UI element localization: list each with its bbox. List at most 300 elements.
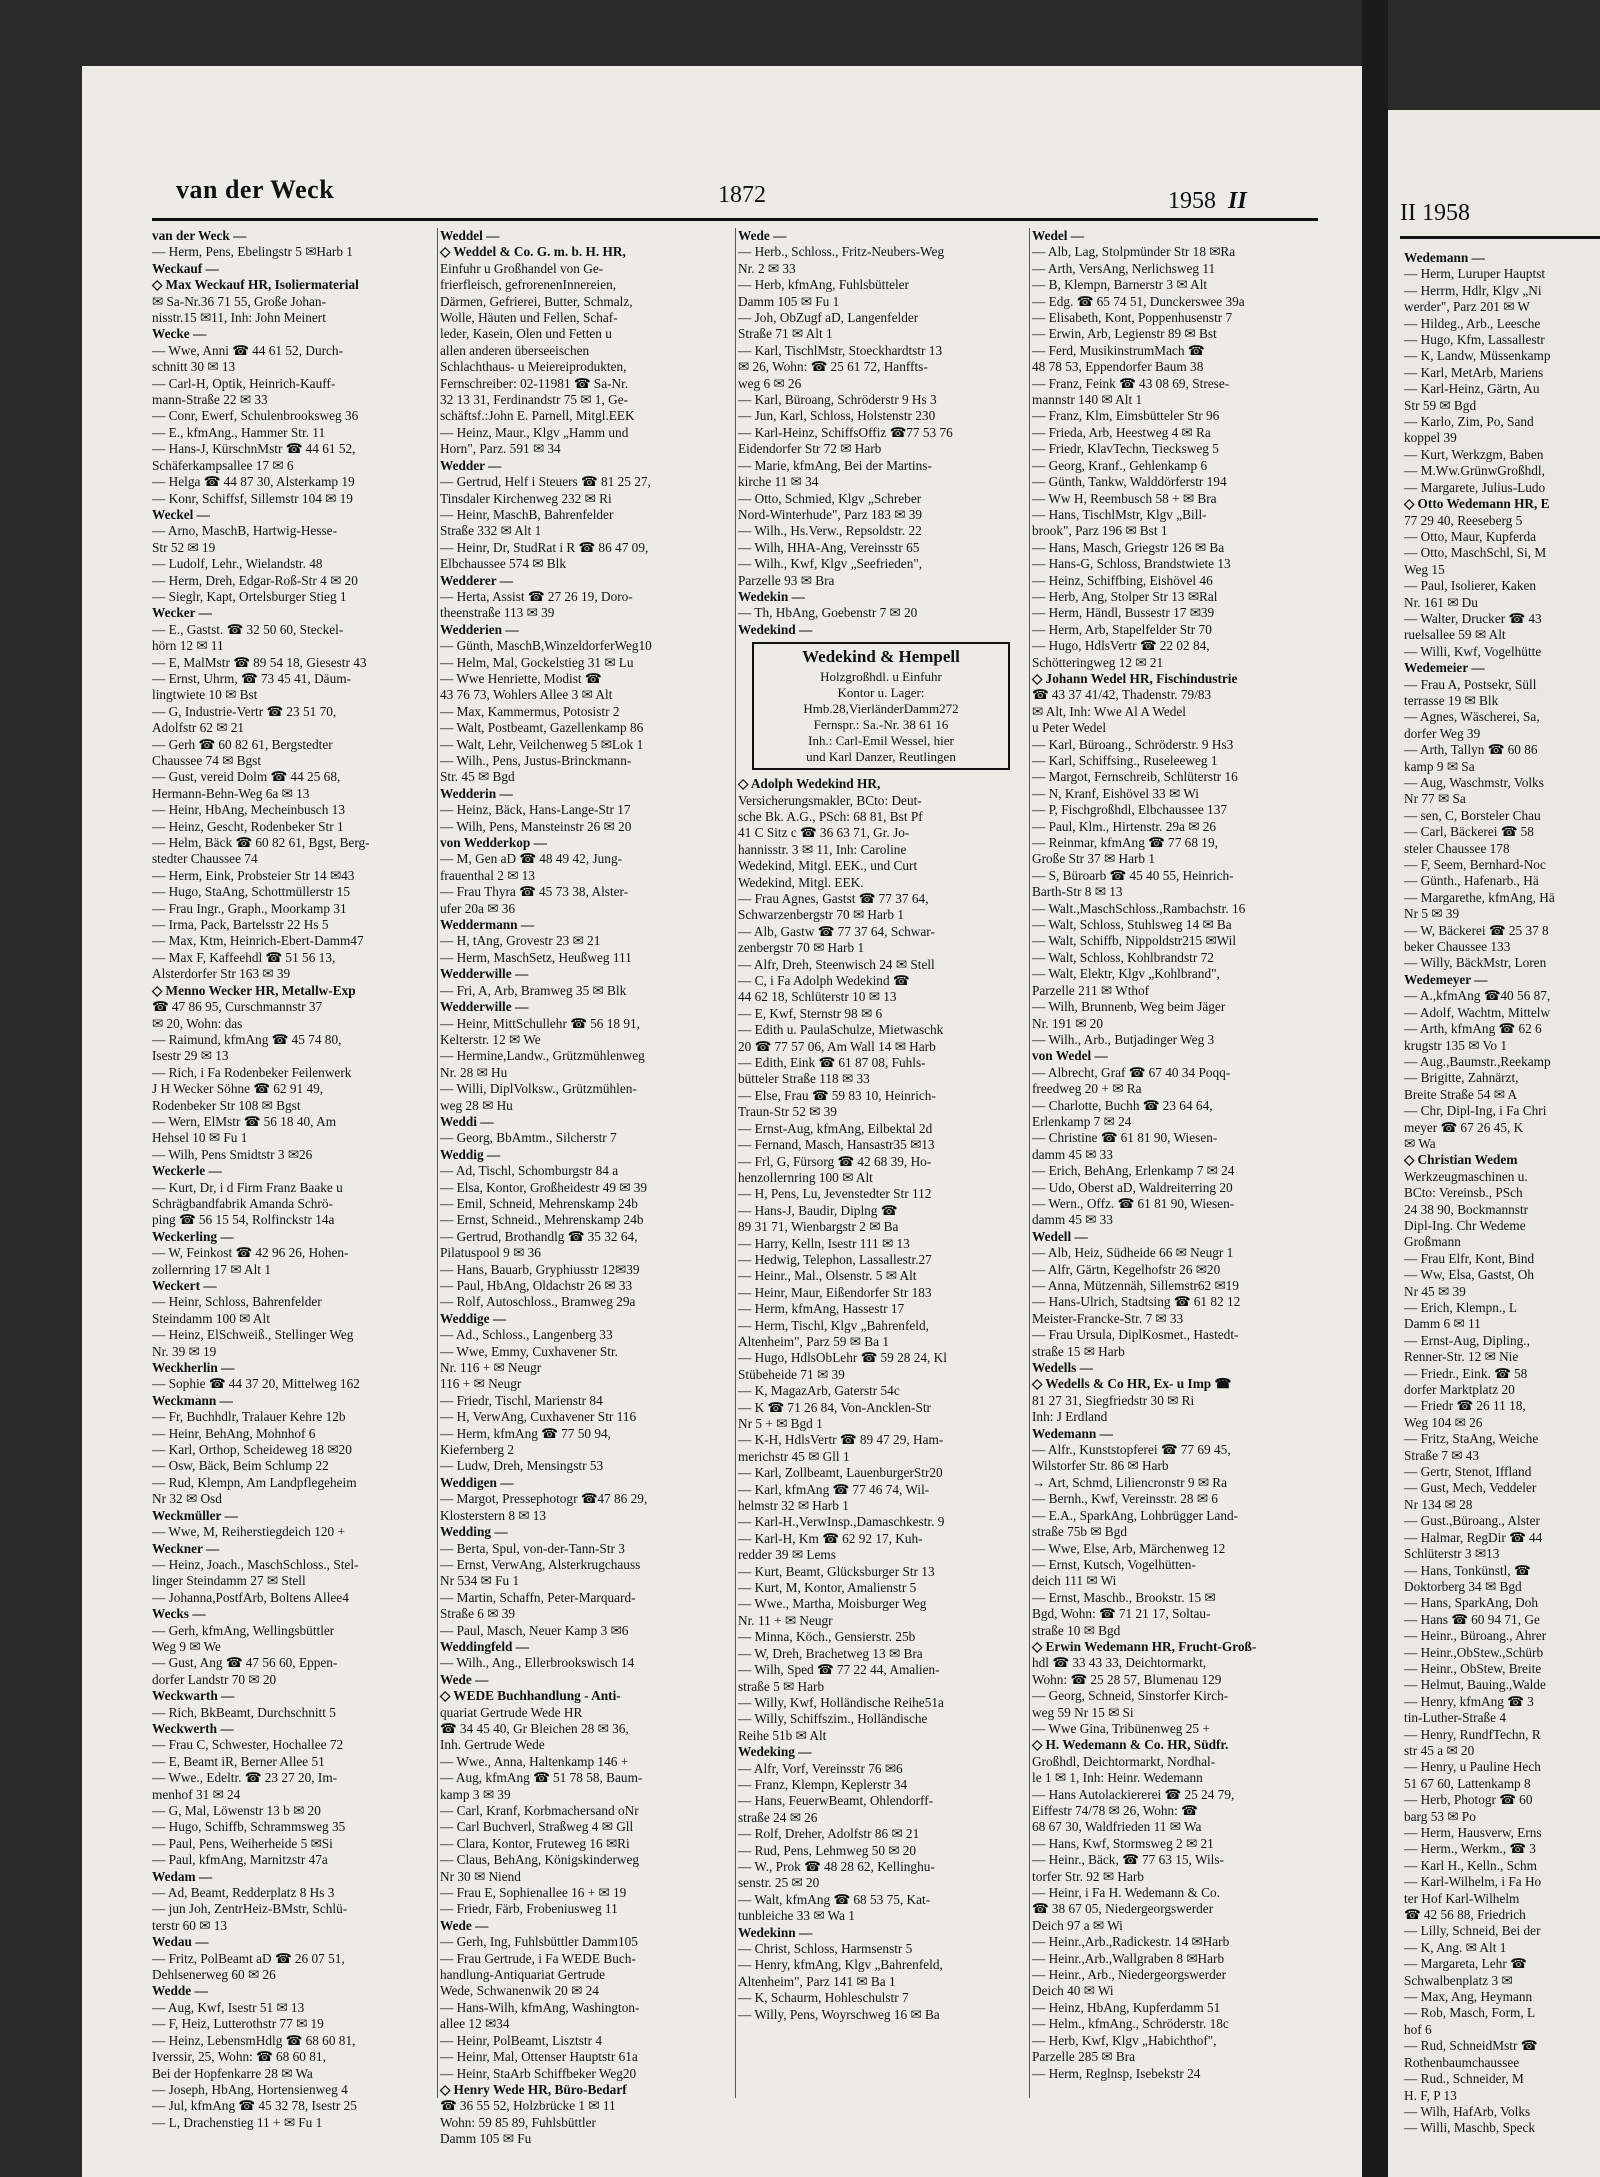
entry-continuation: straße 15 ✉ Harb <box>1032 1343 1125 1359</box>
directory-entry: — Hans Autolackiererei ☎ 25 24 79, <box>1032 1786 1235 1802</box>
entry-continuation: straße 10 ✉ Bgd <box>1032 1622 1121 1638</box>
directory-entry: — Charlotte, Buchh ☎ 23 64 64, <box>1032 1097 1213 1113</box>
directory-entry: — H, VerwAng, Cuxhavener Str 116 <box>440 1409 637 1425</box>
directory-entry: — Georg, BbAmtm., Silcherstr 7 <box>440 1130 617 1146</box>
entry-continuation: deich 111 ✉ Wi <box>1032 1573 1117 1589</box>
entry-continuation: Pilatuspool 9 ✉ 36 <box>440 1245 541 1261</box>
entry-continuation: 32 13 31, Ferdinandstr 75 ✉ 1, Ge- <box>440 392 629 408</box>
directory-entry: — Henry, kfmAng ☎ 3 <box>1404 1693 1534 1709</box>
advertisement-line: Kontor u. Lager: <box>837 685 925 701</box>
directory-entry: — Wilh., Arb., Butjadinger Weg 3 <box>1032 1031 1215 1047</box>
directory-entry: — Wilh, Sped ☎ 77 22 44, Amalien- <box>738 1662 940 1678</box>
directory-entry: — Alfr, Vorf, Vereinsstr 76 ✉6 <box>738 1760 903 1776</box>
directory-entry: — E, Kwf, Sternstr 98 ✉ 6 <box>738 1005 883 1021</box>
directory-entry: — Anna, Mützennäh, Sillemstr62 ✉19 <box>1032 1278 1239 1293</box>
directory-entry: — Karl-Wilhelm, i Fa Ho <box>1404 1874 1542 1890</box>
directory-entry: — Karl-Heinz, SchiffsOffiz ☎77 53 76 <box>738 424 953 440</box>
entry-continuation: Einfuhr u Großhandel von Ge- <box>440 260 604 276</box>
directory-entry: — Erwin, Arb, Legienstr 89 ✉ Bst <box>1032 326 1217 342</box>
entry-continuation: Altenheim", Parz 59 ✉ Ba 1 <box>738 1333 889 1349</box>
entry-continuation: Nr 45 ✉ 39 <box>1404 1283 1466 1299</box>
directory-entry: — Wilh, HHA-Ang, Vereinsstr 65 <box>738 539 920 555</box>
directory-entry: — Heinr, Mal, Ottenser Hauptstr 61a <box>440 2049 638 2065</box>
directory-entry: — Max, Kammermus, Potosistr 2 <box>440 703 620 719</box>
surname-heading: Wedekinn — <box>738 1924 813 1940</box>
directory-entry: — F, Seem, Bernhard-Noc <box>1404 857 1546 873</box>
running-head-left: van der Weck <box>176 175 335 204</box>
directory-entry: — Elsa, Kontor, Großheidestr 49 ✉ 39 <box>440 1179 648 1195</box>
directory-entry: — Carl, Kranf, Korbmachersand oNr <box>440 1803 639 1818</box>
surname-heading: Weddig — <box>440 1146 501 1162</box>
entry-continuation: ufer 20a ✉ 36 <box>440 900 516 916</box>
entry-continuation: dorfer Weg 39 <box>1404 725 1481 741</box>
entry-continuation: menhof 31 ✉ 24 <box>152 1786 241 1802</box>
entry-continuation: Reihe 51b ✉ Alt <box>738 1727 827 1743</box>
directory-entry: — Ludw, Dreh, Mensingstr 53 <box>440 1458 604 1474</box>
directory-entry: — A.,kfmAng ☎40 56 87, <box>1404 988 1551 1004</box>
surname-heading: Weddel — <box>440 228 500 243</box>
entry-continuation: Weg 9 ✉ We <box>152 1638 221 1654</box>
surname-heading: Wedeking — <box>738 1744 812 1760</box>
directory-entry: — Joseph, HbAng, Hortensienweg 4 <box>152 2081 348 2097</box>
entry-continuation: Schrägbandfabrik Amanda Schrö- <box>152 1195 333 1211</box>
surname-heading: Weckmann — <box>152 1392 233 1408</box>
entry-continuation: hof 6 <box>1404 2021 1432 2037</box>
directory-entry: — Paul, Isolierer, Kaken <box>1404 578 1537 594</box>
directory-entry: — Karl H., Kelln., Schm <box>1404 1857 1537 1873</box>
directory-entry: — Bernh., Kwf, Vereinsstr. 28 ✉ 6 <box>1032 1491 1218 1507</box>
directory-entry: — sen, C, Borsteler Chau <box>1404 807 1541 823</box>
directory-entry: — Friedr, Tischl, Marienstr 84 <box>440 1392 603 1408</box>
directory-entry: — Walt, Schloss, Kohlbrandstr 72 <box>1032 949 1214 965</box>
entry-continuation: bütteler Straße 118 ✉ 33 <box>738 1071 870 1087</box>
surname-heading: Wedemann — <box>1032 1425 1113 1441</box>
directory-entry: — Arno, MaschB, Hartwig-Hesse- <box>152 523 338 539</box>
entry-continuation: torfer Str. 92 ✉ Harb <box>1032 1868 1144 1884</box>
directory-entry: — L, Drachenstieg 11 + ✉ Fu 1 <box>152 2114 323 2130</box>
surname-heading: Weddermann — <box>440 917 535 933</box>
entry-continuation: Erlenkamp 7 ✉ 24 <box>1032 1113 1132 1129</box>
surname-heading: Wede — <box>738 228 787 243</box>
directory-entry: — Otto, Maur, Kupferda <box>1404 528 1537 544</box>
directory-entry: — Wwe, Anni ☎ 44 61 52, Durch- <box>152 342 343 358</box>
surname-heading: Wedde — <box>152 1983 208 1999</box>
advertisement-line: Inh.: Carl-Emil Wessel, hier <box>808 733 954 749</box>
entry-continuation: allee 12 ✉34 <box>440 2016 510 2032</box>
directory-entry: — Adolf, Wachtm, Mittelw <box>1404 1004 1551 1020</box>
entry-continuation: 116 + ✉ Neugr <box>440 1376 522 1392</box>
entry-continuation: Wedekind, Mitgl. EEK. <box>738 874 864 890</box>
entry-continuation: Nr. 161 ✉ Du <box>1404 594 1478 610</box>
directory-entry: — K, Schaurm, Hohleschulstr 7 <box>738 1990 909 2006</box>
directory-entry: — Heinr, BehAng, Mohnhof 6 <box>152 1425 316 1441</box>
directory-entry: — Konr, Schiffsf, Sillemstr 104 ✉ 19 <box>152 490 353 506</box>
entry-continuation: Horn", Parz. 591 ✉ 34 <box>440 441 561 457</box>
directory-entry: — Heinr.,ObStew.,Schürb <box>1404 1644 1544 1660</box>
directory-entry: — Franz, Klempn, Keplerstr 34 <box>738 1776 908 1792</box>
entry-continuation: leder, Kasein, Olen und Fetten u <box>440 326 612 342</box>
directory-entry: — Martin, Schaffn, Peter-Marquard- <box>440 1589 636 1605</box>
directory-entry: ◇ Johann Wedel HR, Fischindustrie <box>1032 670 1238 686</box>
directory-entry: — Heinz, LebensmHdlg ☎ 68 60 81, <box>152 2032 356 2048</box>
directory-entry: — Aug, Waschmstr, Volks <box>1404 775 1544 790</box>
directory-entry: — Heinr, MittSchullehr ☎ 56 18 91, <box>440 1015 640 1031</box>
entry-continuation: Isestr 29 ✉ 13 <box>152 1048 229 1064</box>
entry-continuation: schäftsf.:John E. Parnell, Mitgl.EEK <box>440 408 635 424</box>
directory-entry: — S, Büroarb ☎ 45 40 55, Heinrich- <box>1032 867 1234 883</box>
directory-entry: — Karlo, Zim, Po, Sand <box>1404 414 1534 430</box>
entry-continuation: ✉ 20, Wohn: das <box>152 1015 243 1031</box>
directory-entry: — Gust, vereid Dolm ☎ 44 25 68, <box>152 769 341 785</box>
entry-continuation: lingtwiete 10 ✉ Bst <box>152 687 258 703</box>
entry-continuation: Nr 134 ✉ 28 <box>1404 1496 1473 1512</box>
directory-entry: — Aug, kfmAng ☎ 51 78 58, Baum- <box>440 1770 643 1786</box>
entry-continuation: straße 5 ✉ Harb <box>738 1678 825 1694</box>
directory-entry: — Gertrud, Brothandlg ☎ 35 32 64, <box>440 1228 638 1244</box>
directory-entry: — M.Ww.GrünwGroßhdl, <box>1404 463 1545 479</box>
directory-entry: — Otto, Schmied, Klgv „Schreber <box>738 490 922 506</box>
directory-entry: — Margareta, Lehr ☎ <box>1404 1956 1527 1972</box>
entry-continuation: mannstr 140 ✉ Alt 1 <box>1032 392 1143 408</box>
directory-entry: — Wern., Offz. ☎ 61 81 90, Wiesen- <box>1032 1195 1235 1211</box>
entry-continuation: J H Wecker Söhne ☎ 62 91 49, <box>152 1081 324 1097</box>
entry-continuation: Renner-Str. 12 ✉ Nie <box>1404 1349 1519 1365</box>
entry-continuation: 81 27 31, Siegfriedstr 30 ✉ Ri <box>1032 1392 1195 1408</box>
directory-entry: — W, Bäckerei ☎ 25 37 8 <box>1404 922 1549 938</box>
column-divider <box>1029 228 1030 2098</box>
directory-entry: — Rob, Masch, Form, L <box>1404 2005 1536 2021</box>
directory-entry: — Hermine,Landw., Grützmühlenweg <box>440 1048 645 1064</box>
directory-entry: — Ad, Tischl, Schomburgstr 84 a <box>440 1163 619 1179</box>
directory-entry: ◇ Erwin Wedemann HR, Frucht-Groß- <box>1032 1638 1257 1654</box>
entry-continuation: Parzelle 211 ✉ Wthof <box>1032 982 1150 998</box>
entry-continuation: damm 45 ✉ 33 <box>1032 1212 1113 1228</box>
surname-heading: von Wedderkop — <box>440 835 547 851</box>
directory-entry: — Wwe, Emmy, Cuxhavener Str. <box>440 1343 619 1359</box>
entry-continuation: Parzelle 93 ✉ Bra <box>738 572 835 588</box>
directory-entry: — Max, Ang, Heymann <box>1404 1989 1533 2005</box>
directory-entry: ◇ Henry Wede HR, Büro-Bedarf <box>440 2081 627 2097</box>
directory-entry: — Th, HbAng, Goebenstr 7 ✉ 20 <box>738 605 918 621</box>
entry-continuation: 44 62 18, Schlüterstr 10 ✉ 13 <box>738 989 897 1005</box>
entry-continuation: krugstr 135 ✉ Vo 1 <box>1404 1037 1507 1053</box>
surname-heading: Weckel — <box>152 506 210 522</box>
directory-entry: — Wwe, Else, Arb, Märchenweg 12 <box>1032 1540 1226 1556</box>
directory-entry: — Margot, Fernschreib, Schlüterstr 16 <box>1032 769 1238 785</box>
directory-entry: — Alfr, Dreh, Steenwisch 24 ✉ Stell <box>738 956 935 972</box>
directory-entry: — jun Joh, ZentrHeiz-BMstr, Schlü- <box>152 1901 348 1917</box>
directory-entry: — Frieda, Arb, Heestweg 4 ✉ Ra <box>1032 424 1211 440</box>
surname-heading: Wede — <box>440 1671 489 1687</box>
directory-entry: — Christ, Schloss, Harmsenstr 5 <box>738 1941 913 1956</box>
entry-continuation: Versicherungsmakler, BCto: Deut- <box>738 792 922 808</box>
directory-entry: — Udo, Oberst aD, Waldreiterring 20 <box>1032 1179 1233 1195</box>
entry-continuation: Straße 7 ✉ 43 <box>1404 1447 1480 1463</box>
page-number: 1872 <box>718 182 766 208</box>
directory-entry: — Wwe., Martha, Moisburger Weg <box>738 1596 927 1612</box>
directory-entry: — K, Landw, Müssenkamp <box>1404 348 1551 364</box>
entry-continuation: Nr 77 ✉ Sa <box>1404 791 1466 807</box>
surname-heading: Wecker — <box>152 605 212 621</box>
entry-continuation: Str 59 ✉ Bgd <box>1404 397 1477 413</box>
entry-continuation: Deich 40 ✉ Wi <box>1032 1983 1114 1999</box>
directory-entry: — Ernst, Maschb., Brookstr. 15 ✉ <box>1032 1589 1216 1605</box>
entry-continuation: hörn 12 ✉ 11 <box>152 638 224 654</box>
directory-entry: — Georg, Kranf., Gehlenkamp 6 <box>1032 457 1208 473</box>
directory-entry: — Herta, Assist ☎ 27 26 19, Doro- <box>440 588 633 604</box>
directory-entry: — Alb, Gastw ☎ 77 37 64, Schwar- <box>738 923 935 939</box>
entry-continuation: kamp 3 ✉ 39 <box>440 1786 511 1802</box>
entry-continuation: BCto: Vereinsb., PSch <box>1404 1185 1523 1201</box>
entry-continuation: Rothenbaumchaussee <box>1404 2054 1520 2070</box>
directory-entry: — Herm, Dreh, Edgar-Roß-Str 4 ✉ 20 <box>152 572 358 588</box>
directory-entry: — E., Gastst. ☎ 32 50 60, Steckel- <box>152 621 344 637</box>
directory-entry: — Else, Frau ☎ 59 83 10, Heinrich- <box>738 1087 936 1103</box>
directory-entry: — Heinr, MaschB, Bahrenfelder <box>440 506 614 522</box>
directory-entry: — Herm, Tischl, Klgv „Bahrenfeld, <box>738 1317 929 1333</box>
advertisement-line: und Karl Danzer, Reutlingen <box>806 749 956 765</box>
directory-entry: — Ad, Beamt, Redderplatz 8 Hs 3 <box>152 1885 335 1901</box>
directory-entry: — Hildeg., Arb., Leesche <box>1404 315 1541 331</box>
entry-continuation: Wohn: ☎ 25 28 57, Blumenau 129 <box>1032 1671 1222 1687</box>
entry-continuation: tin-Luther-Straße 4 <box>1404 1710 1507 1726</box>
entry-continuation: ☎ 34 45 40, Gr Bleichen 28 ✉ 36, <box>440 1720 629 1736</box>
entry-continuation: Stübeheide 71 ✉ 39 <box>738 1366 845 1382</box>
directory-entry: — Herm, kfmAng ☎ 77 50 94, <box>440 1425 611 1441</box>
entry-continuation: henzollernring 100 ✉ Alt <box>738 1169 873 1185</box>
directory-entry: — Frau Ingr., Graph., Moorkamp 31 <box>152 900 347 916</box>
directory-entry: — Herb, Ang, Stolper Str 13 ✉Ral <box>1032 588 1218 604</box>
entry-continuation: 43 76 73, Wohlers Allee 3 ✉ Alt <box>440 687 613 703</box>
entry-continuation: Großmann <box>1404 1234 1461 1250</box>
entry-continuation: ☎ 43 37 41/42, Thadenstr. 79/83 <box>1032 687 1212 703</box>
directory-entry: — Minna, Köch., Gensierstr. 25b <box>738 1629 916 1645</box>
directory-column-right-page <box>1404 250 1600 2136</box>
entry-continuation: Nr 32 ✉ Osd <box>152 1491 222 1507</box>
entry-continuation: 77 29 40, Reeseberg 5 <box>1404 512 1523 528</box>
directory-entry: — Kurt, Werkzgm, Baben <box>1404 446 1544 462</box>
directory-entry: — Alb, Lag, Stolpmünder Str 18 ✉Ra <box>1032 244 1236 260</box>
directory-entry: — F, Heiz, Lutterothstr 77 ✉ 19 <box>152 2016 324 2032</box>
entry-continuation: Schwarzenbergstr 70 ✉ Harb 1 <box>738 907 904 923</box>
directory-entry: — Hans, TischlMstr, Klgv „Bill- <box>1032 506 1207 522</box>
entry-continuation: meyer ☎ 67 26 45, K <box>1404 1119 1524 1135</box>
entry-continuation: dorfer Landstr 70 ✉ 20 <box>152 1671 277 1687</box>
directory-entry: — Ernst, VerwAng, Alsterkrugchauss <box>440 1556 641 1572</box>
directory-entry: — Hugo, StaAng, Schottmüllerstr 15 <box>152 884 350 900</box>
entry-continuation: quariat Gertrude Wede HR <box>440 1704 583 1720</box>
entry-continuation: allen anderen überseeischen <box>440 342 590 358</box>
directory-entry: — Herrm, Hdlr, Klgv „Ni <box>1404 282 1542 298</box>
directory-entry: — Hugo, Kfm, Lassallestr <box>1404 332 1545 348</box>
directory-entry: — Karl-Heinz, Gärtn, Au <box>1404 381 1540 397</box>
entry-continuation: Wedekind, Mitgl. EEK., und Curt <box>738 858 918 874</box>
entry-continuation: Klosterstern 8 ✉ 13 <box>440 1507 547 1523</box>
directory-entry: — Heinr, HbAng, Mecheinbusch 13 <box>152 802 345 818</box>
surname-heading: Wedemann — <box>1404 250 1485 265</box>
directory-entry: — Alb, Heiz, Südheide 66 ✉ Neugr 1 <box>1032 1245 1234 1261</box>
directory-entry: — Osw, Bäck, Beim Schlump 22 <box>152 1458 329 1474</box>
entry-continuation: Schlachthaus- u Meiereiprodukten, <box>440 359 627 375</box>
entry-continuation: Eidendorfer Str 72 ✉ Harb <box>738 441 882 457</box>
directory-entry: — Walt, Lehr, Veilchenweg 5 ✉Lok 1 <box>440 736 644 752</box>
entry-continuation: le 1 ✉ 1, Inh: Heinr. Wedemann <box>1032 1770 1203 1786</box>
surname-heading: Wedekind — <box>738 621 813 637</box>
entry-continuation: ping ☎ 56 15 54, Rolfinckstr 14a <box>152 1212 335 1228</box>
directory-entry: — Paul, HbAng, Oldachstr 26 ✉ 33 <box>440 1278 633 1293</box>
directory-entry: — Gust.,Büroang., Alster <box>1404 1513 1540 1529</box>
directory-entry: — Hans, Tonkünstl, ☎ <box>1404 1562 1531 1578</box>
directory-entry: — Erich, BehAng, Erlenkamp 7 ✉ 24 <box>1032 1163 1235 1179</box>
surname-heading: Wedderwille — <box>440 966 529 982</box>
directory-entry: — Frau A, Postsekr, Süll <box>1404 676 1537 692</box>
directory-entry: — G, Mal, Löwenstr 13 b ✉ 20 <box>152 1803 321 1818</box>
directory-entry: — Jul, kfmAng ☎ 45 32 78, Isestr 25 <box>152 2098 357 2114</box>
directory-entry: — Karl, Schiffsing., Ruseleeweg 1 <box>1032 753 1218 768</box>
directory-entry: — Ernst-Aug, Dipling., <box>1404 1332 1530 1348</box>
directory-entry: — M, Gen aD ☎ 48 49 42, Jung- <box>440 851 623 867</box>
directory-entry: — E., kfmAng., Hammer Str. 11 <box>152 424 326 440</box>
entry-continuation: weg 59 Nr 15 ✉ Si <box>1032 1704 1134 1720</box>
directory-entry: — Hans, FeuerwBeamt, Ohlendorff- <box>738 1793 934 1809</box>
surname-heading: Weckwarth — <box>152 1688 235 1704</box>
running-head-year: 1958 II <box>1168 188 1247 214</box>
entry-continuation: ☎ 36 55 52, Holzbrücke 1 ✉ 11 <box>440 2098 616 2114</box>
directory-entry: — Rud, Pens, Lehmweg 50 ✉ 20 <box>738 1842 917 1858</box>
entry-continuation: Altenheim", Parz 141 ✉ Ba 1 <box>738 1973 896 1989</box>
entry-continuation: Doktorberg 34 ✉ Bgd <box>1404 1578 1522 1594</box>
directory-entry: — Willy, Schiffszim., Holländische <box>738 1711 928 1727</box>
entry-continuation: Hehsel 10 ✉ Fu 1 <box>152 1130 248 1146</box>
surname-heading: Wedemeier — <box>1404 660 1485 676</box>
directory-entry: — Hans, Masch, Griegstr 126 ✉ Ba <box>1032 539 1225 555</box>
entry-continuation: Traun-Str 52 ✉ 39 <box>738 1104 837 1120</box>
directory-entry: — Herm, kfmAng, Hassestr 17 <box>738 1301 905 1317</box>
surname-heading: Weckmüller — <box>152 1507 238 1523</box>
entry-continuation: Str. 45 ✉ Bgd <box>440 769 515 785</box>
directory-entry: — Ernst, Schneid., Mehrenskamp 24b <box>440 1212 644 1228</box>
directory-entry: — Carl-H, Optik, Heinrich-Kauff- <box>152 375 336 391</box>
directory-entry: ◇ Adolph Wedekind HR, <box>738 776 881 792</box>
entry-continuation: Nr 30 ✉ Niend <box>440 1868 521 1884</box>
directory-entry: — G, Industrie-Vertr ☎ 23 51 70, <box>152 703 337 719</box>
entry-continuation: Straße 332 ✉ Alt 1 <box>440 523 542 539</box>
surname-heading: Weckert — <box>152 1278 217 1293</box>
directory-entry: — Walt, Elektr, Klgv „Kohlbrand", <box>1032 966 1220 982</box>
directory-entry: — Helm, Bäck ☎ 60 82 61, Bgst, Berg- <box>152 835 370 851</box>
directory-entry: — W, Dreh, Brachetweg 13 ✉ Bra <box>738 1645 923 1661</box>
directory-entry: → Art, Schmd, Liliencronstr 9 ✉ Ra <box>1032 1474 1228 1490</box>
directory-entry: — Walter, Drucker ☎ 43 <box>1404 610 1542 626</box>
entry-continuation: handlung-Antiquariat Gertrude <box>440 1967 606 1983</box>
directory-entry: — Wilh., Kwf, Klgv „Seefrieden", <box>738 556 923 572</box>
directory-entry: — Arth, Tallyn ☎ 60 86 <box>1404 742 1538 758</box>
directory-entry: — Wwe., Edeltr. ☎ 23 27 20, Im- <box>152 1770 338 1786</box>
directory-entry: — Rolf, Dreher, Adolfstr 86 ✉ 21 <box>738 1826 920 1842</box>
entry-continuation: zenbergstr 70 ✉ Harb 1 <box>738 940 865 956</box>
directory-entry: — Carl Buchverl, Straßweg 4 ✉ Gll <box>440 1819 634 1835</box>
directory-entry: — Margot, Pressephotogr ☎47 86 29, <box>440 1491 648 1507</box>
directory-entry: — Heinr.,Arb.,Wallgraben 8 ✉Harb <box>1032 1950 1225 1966</box>
entry-continuation: Hermann-Behn-Weg 6a ✉ 13 <box>152 785 310 801</box>
entry-continuation: str 45 a ✉ 20 <box>1404 1742 1475 1758</box>
directory-entry: — Herb, kfmAng, Fuhlsbütteler <box>738 277 909 293</box>
entry-continuation: Nr 534 ✉ Fu 1 <box>440 1573 520 1589</box>
directory-entry: — Willy, Kwf, Holländische Reihe51a <box>738 1694 944 1710</box>
directory-entry: — Albrecht, Graf ☎ 67 40 34 Poqq- <box>1032 1064 1231 1080</box>
directory-entry: — Harry, Kelln, Isestr 111 ✉ 13 <box>738 1235 910 1251</box>
entry-continuation: steler Chaussee 178 <box>1404 840 1510 856</box>
directory-entry: — Herm, Arb, Stapelfelder Str 70 <box>1032 621 1212 637</box>
directory-entry: — Heinr, Maur, Eißendorfer Str 183 <box>738 1284 932 1300</box>
entry-continuation: Steindamm 100 ✉ Alt <box>152 1310 270 1326</box>
entry-continuation: sche Bk. A.G., PSch: 68 81, Bst Pf <box>738 808 923 824</box>
directory-entry: — Hedwig, Telephon, Lassallestr.27 <box>738 1251 932 1267</box>
entry-continuation: Straße 71 ✉ Alt 1 <box>738 326 833 342</box>
entry-continuation: ☎ 38 67 05, Niedergeorgswerder <box>1032 1901 1214 1917</box>
directory-entry: — Wwe Gina, Tribünenweg 25 + <box>1032 1720 1210 1736</box>
entry-continuation: frierfleisch, gefrorenenInnereien, <box>440 277 617 293</box>
directory-entry: — Friedr., Eink. ☎ 58 <box>1404 1365 1528 1381</box>
surname-heading: Weckauf — <box>152 260 219 276</box>
entry-continuation: Elbchaussee 574 ✉ Blk <box>440 556 566 572</box>
entry-continuation: Großhdl, Deichtormarkt, Nordhal- <box>1032 1753 1216 1769</box>
entry-continuation: Fernschreiber: 02-11981 ☎ Sa-Nr. <box>440 375 629 391</box>
directory-entry: ◇ Weddel & Co. G. m. b. H. HR, <box>440 244 626 260</box>
entry-continuation: Barth-Str 8 ✉ 13 <box>1032 884 1123 900</box>
directory-entry: — Herb., Schloss., Fritz-Neubers-Weg <box>738 244 945 260</box>
directory-entry: — Rich, BkBeamt, Durchschnitt 5 <box>152 1704 336 1720</box>
directory-entry: — Günth., Hafenarb., Hä <box>1404 873 1539 889</box>
directory-entry: — Heinr., ObStew, Breite <box>1404 1660 1542 1676</box>
entry-continuation: dorfer Marktplatz 20 <box>1404 1382 1515 1398</box>
directory-entry: — Brigitte, Zahnärzt, <box>1404 1070 1519 1086</box>
directory-entry: — Berta, Spul, von-der-Tann-Str 3 <box>440 1540 625 1556</box>
directory-entry: — Gertr, Stenot, Iffland <box>1404 1464 1532 1480</box>
directory-entry: — Gerh, Ing, Fuhlsbüttler Damm105 <box>440 1934 638 1950</box>
entry-continuation: Nr. 116 + ✉ Neugr <box>440 1360 542 1376</box>
directory-entry: — Friedr ☎ 26 11 18, <box>1404 1398 1526 1414</box>
directory-entry: — Friedr, Färb, Frobeniusweg 11 <box>440 1901 618 1917</box>
advertisement-box <box>752 642 1010 770</box>
entry-continuation: ☎ 42 56 88, Friedrich <box>1404 1907 1526 1923</box>
surname-heading: Wedding — <box>440 1524 508 1540</box>
entry-continuation: weg 6 ✉ 26 <box>738 375 802 391</box>
entry-continuation: beker Chaussee 133 <box>1404 939 1511 955</box>
directory-entry: — Franz, Feink ☎ 43 08 69, Strese- <box>1032 375 1230 391</box>
entry-continuation: redder 39 ✉ Lems <box>738 1547 836 1563</box>
directory-entry: — Hans-Ulrich, Stadtsing ☎ 61 82 12 <box>1032 1294 1241 1310</box>
directory-entry: — Günth, Tankw, Walddörferstr 194 <box>1032 474 1227 490</box>
entry-continuation: Kiefernberg 2 <box>440 1442 514 1458</box>
directory-entry: — Herm., Werkm., ☎ 3 <box>1404 1841 1536 1857</box>
entry-continuation: Große Str 37 ✉ Harb 1 <box>1032 851 1156 867</box>
directory-entry: — Hans, SparkAng, Doh <box>1404 1595 1539 1611</box>
entry-continuation: Adolfstr 62 ✉ 21 <box>152 720 245 736</box>
entry-continuation: Nr 5 + ✉ Bgd 1 <box>738 1416 823 1431</box>
directory-entry: — Heinr.,Arb.,Radickestr. 14 ✉Harb <box>1032 1934 1230 1950</box>
directory-entry: — Rolf, Autoschloss., Bramweg 29a <box>440 1294 636 1310</box>
directory-entry: — Ernst-Aug, kfmAng, Eilbektal 2d <box>738 1120 933 1136</box>
directory-entry: — Halmar, RegDir ☎ 44 <box>1404 1529 1543 1545</box>
advertisement-line: Fernspr.: Sa.-Nr. 38 61 16 <box>813 717 949 733</box>
directory-entry: — Alfr, Gärtn, Kegelhofstr 26 ✉20 <box>1032 1261 1221 1277</box>
entry-continuation: zollernring 17 ✉ Alt 1 <box>152 1261 271 1277</box>
directory-entry: — Ernst, Uhrm, ☎ 73 45 41, Däum- <box>152 670 352 686</box>
entry-continuation: Deich 97 a ✉ Wi <box>1032 1917 1123 1933</box>
entry-continuation: 20 ☎ 77 57 06, Am Wall 14 ✉ Harb <box>738 1038 936 1054</box>
directory-entry: — Wilh., Ang., Ellerbrookswisch 14 <box>440 1655 635 1671</box>
